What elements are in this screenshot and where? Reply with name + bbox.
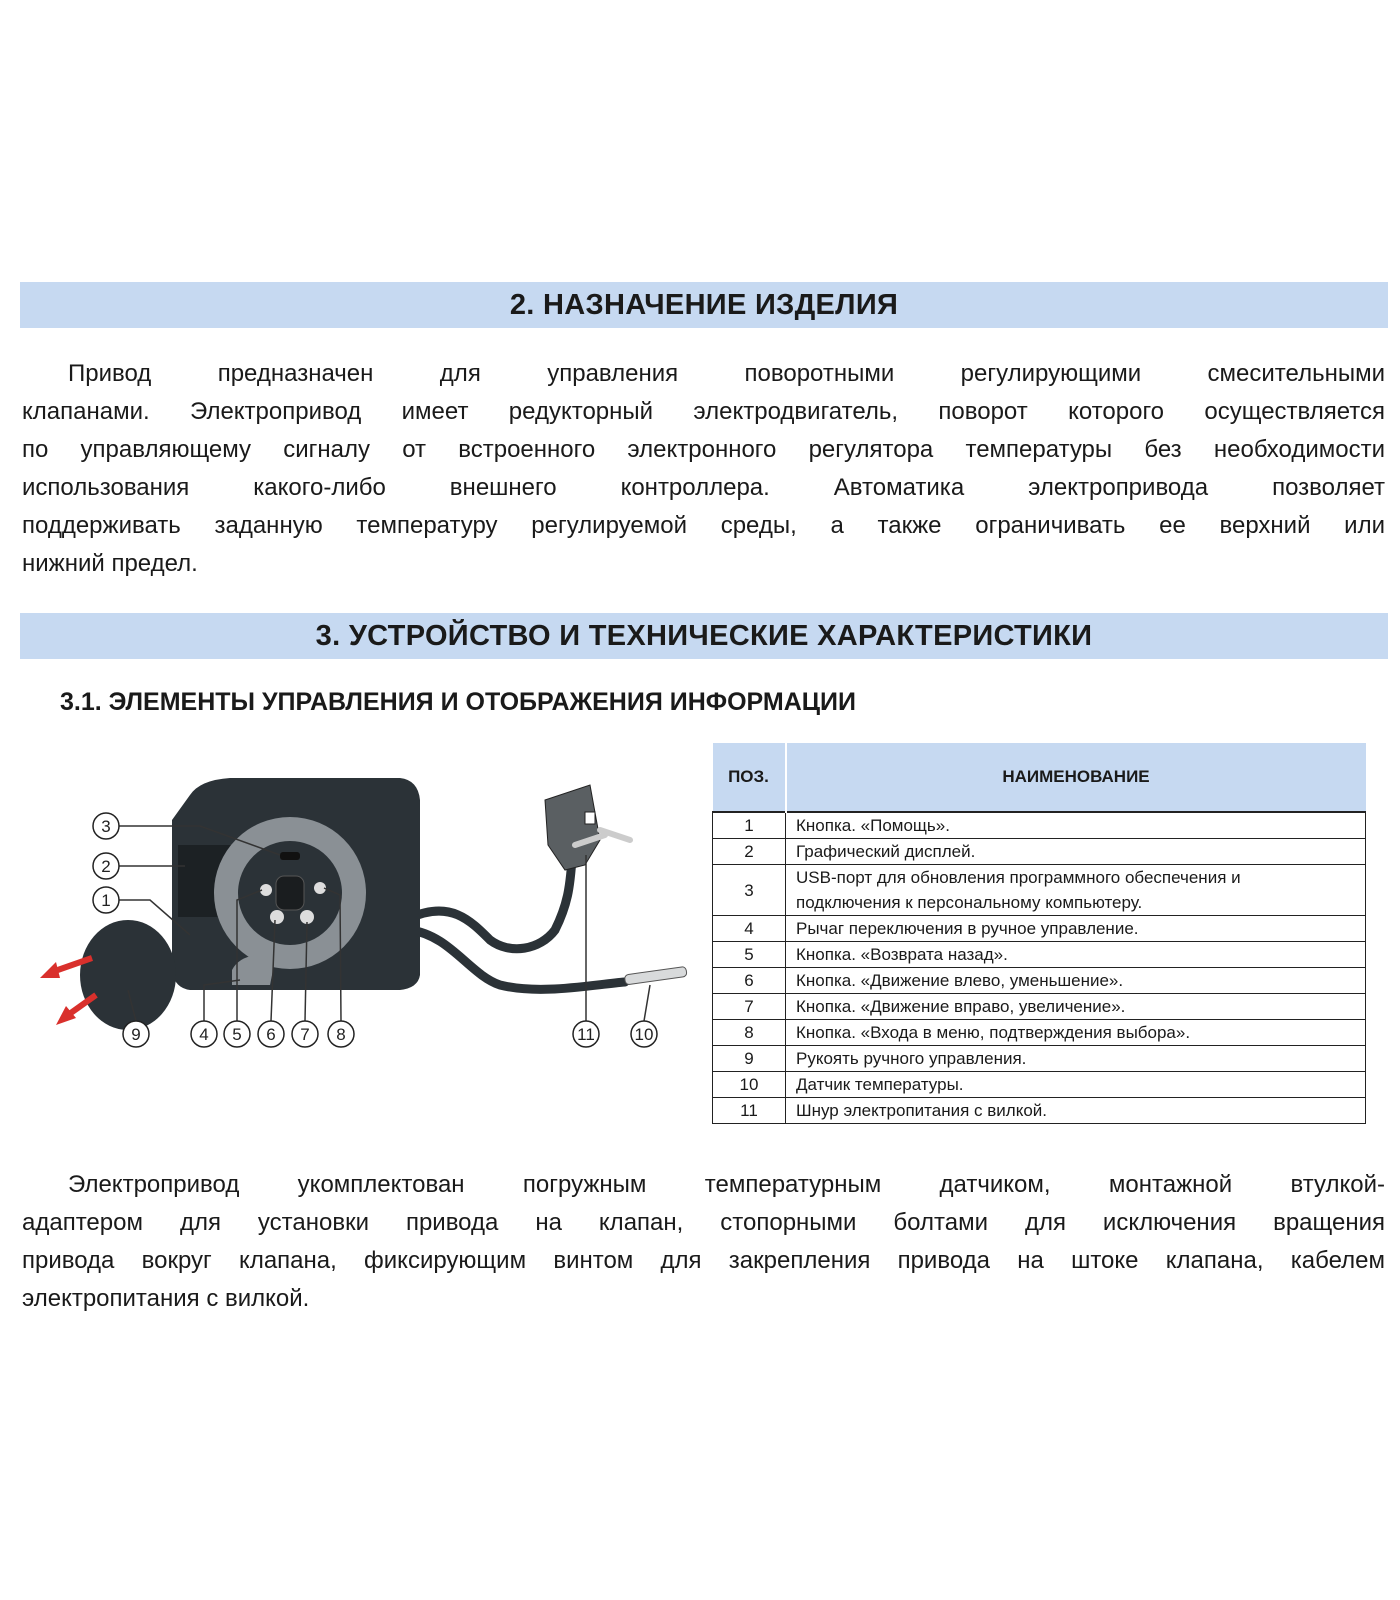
callout-4 xyxy=(191,1021,217,1047)
callout-1 xyxy=(93,887,119,913)
temperature-sensor xyxy=(624,966,687,985)
paragraph-line: использования какого-либо внешнего контроллера. Автоматика электропривода позволяет xyxy=(22,474,1385,501)
row-name xyxy=(786,812,1366,839)
subsection-heading: 3.1. ЭЛЕМЕНТЫ УПРАВЛЕНИЯ И ОТОБРАЖЕНИЯ ИНФОРМАЦИИ xyxy=(60,688,856,716)
svg-text:11: 11 xyxy=(577,1025,595,1044)
row-pos: 5 xyxy=(713,942,786,968)
row-pos: 8 xyxy=(713,1020,786,1046)
header-pos: ПОЗ. xyxy=(713,743,786,812)
row-name xyxy=(786,839,1366,865)
svg-text:7: 7 xyxy=(300,1025,310,1044)
callout-11 xyxy=(573,1021,599,1047)
section-2-heading: 2. НАЗНАЧЕНИЕ ИЗДЕЛИЯ xyxy=(20,282,1388,328)
callout-10 xyxy=(631,1021,657,1047)
header-name: НАИМЕНОВАНИЕ xyxy=(786,743,1366,812)
row-name-text: Рукоять ручного управления. xyxy=(796,1049,1027,1068)
row-name xyxy=(786,865,1366,916)
callout-5 xyxy=(224,1021,250,1047)
callout-3 xyxy=(93,813,119,839)
row-name-text: Графический дисплей. xyxy=(796,842,976,861)
row-name xyxy=(786,1098,1366,1124)
section-3-paragraph xyxy=(22,1166,1385,1318)
row-name-text: Кнопка. «Движение вправо, увеличение». xyxy=(796,997,1126,1016)
row-name-text: Кнопка. «Возврата назад». xyxy=(796,945,1008,964)
paragraph-line: клапанами. Электропривод имеет редукторный электродвигатель, поворот которого осуществляется xyxy=(22,398,1385,425)
row-pos: 11 xyxy=(713,1098,786,1124)
actuator-body xyxy=(172,778,420,990)
row-pos: 1 xyxy=(713,812,786,839)
callout-6 xyxy=(258,1021,284,1047)
paragraph-line: по управляющему сигналу от встроенного электронного регулятора температуры без необходимости xyxy=(22,436,1385,463)
manual-handle xyxy=(80,920,176,1030)
row-name xyxy=(786,916,1366,942)
power-cable xyxy=(410,860,625,989)
table-row xyxy=(713,1098,1366,1124)
callout-8 xyxy=(328,1021,354,1047)
row-name-text: Кнопка. «Входа в меню, подтверждения выбора». xyxy=(796,1023,1191,1042)
svg-text:9: 9 xyxy=(131,1025,141,1044)
plus-button-icon xyxy=(300,910,314,924)
table-row xyxy=(713,1046,1366,1072)
callout-2 xyxy=(93,853,119,879)
row-name xyxy=(786,942,1366,968)
section-3-heading: 3. УСТРОЙСТВО И ТЕХНИЧЕСКИЕ ХАРАКТЕРИСТИКИ xyxy=(20,613,1388,659)
table-row xyxy=(713,942,1366,968)
row-name xyxy=(786,968,1366,994)
paragraph-line: привода вокруг клапана, фиксирующим винтом для закрепления привода на штоке клапана, кабелем xyxy=(22,1247,1385,1274)
svg-text:10: 10 xyxy=(634,1025,654,1044)
row-pos: 4 xyxy=(713,916,786,942)
paragraph-line: нижний предел. xyxy=(22,550,198,577)
row-pos: 7 xyxy=(713,994,786,1020)
paragraph-line: поддерживать заданную температуру регулируемой среды, а также ограничивать ее верхний или xyxy=(22,512,1385,539)
table-row xyxy=(713,968,1366,994)
row-name-text: Шнур электропитания с вилкой. xyxy=(796,1101,1047,1120)
table-header-row xyxy=(713,743,1366,812)
table-row xyxy=(713,865,1366,916)
svg-text:6: 6 xyxy=(266,1025,276,1044)
row-name xyxy=(786,1046,1366,1072)
table-row xyxy=(713,839,1366,865)
row-pos: 10 xyxy=(713,1072,786,1098)
svg-text:4: 4 xyxy=(199,1025,209,1044)
table-row xyxy=(713,1072,1366,1098)
row-pos: 2 xyxy=(713,839,786,865)
section-2-paragraph xyxy=(22,355,1385,583)
table-row xyxy=(713,916,1366,942)
actuator-illustration xyxy=(0,760,700,1100)
paragraph-line: адаптером для установки привода на клапан, стопорными болтами для исключения вращения xyxy=(22,1209,1385,1236)
table-row xyxy=(713,994,1366,1020)
svg-text:2: 2 xyxy=(101,857,111,876)
row-pos: 3 xyxy=(713,865,786,916)
row-name-text: Датчик температуры. xyxy=(796,1075,964,1094)
row-name-text: Кнопка. «Помощь». xyxy=(796,816,950,835)
row-name-text: USB-порт для обновления программного обеспечения и xyxy=(796,868,1241,887)
paragraph-line: Электропривод укомплектован погружным температурным датчиком, монтажной втулкой- xyxy=(68,1171,1385,1198)
callout-7 xyxy=(292,1021,318,1047)
paragraph-line: Привод предназначен для управления поворотными регулирующими смесительными xyxy=(68,360,1385,387)
svg-text:1: 1 xyxy=(101,891,111,910)
paragraph-line: электропитания с вилкой. xyxy=(22,1285,310,1312)
table-row xyxy=(713,1020,1366,1046)
row-name-text: Рычаг переключения в ручное управление. xyxy=(796,919,1139,938)
row-name-text: Кнопка. «Движение влево, уменьшение». xyxy=(796,971,1124,990)
svg-text:5: 5 xyxy=(232,1025,242,1044)
row-pos: 9 xyxy=(713,1046,786,1072)
callout-9 xyxy=(123,1021,149,1047)
row-name xyxy=(786,994,1366,1020)
elements-table xyxy=(712,743,1366,1124)
row-name xyxy=(786,1072,1366,1098)
power-plug xyxy=(545,785,630,870)
minus-button-icon xyxy=(270,910,284,924)
row-name-text: подключения к персональному компьютеру. xyxy=(796,893,1143,912)
row-name xyxy=(786,1020,1366,1046)
row-pos: 6 xyxy=(713,968,786,994)
svg-text:3: 3 xyxy=(101,817,111,836)
svg-text:8: 8 xyxy=(336,1025,346,1044)
table-row xyxy=(713,812,1366,839)
